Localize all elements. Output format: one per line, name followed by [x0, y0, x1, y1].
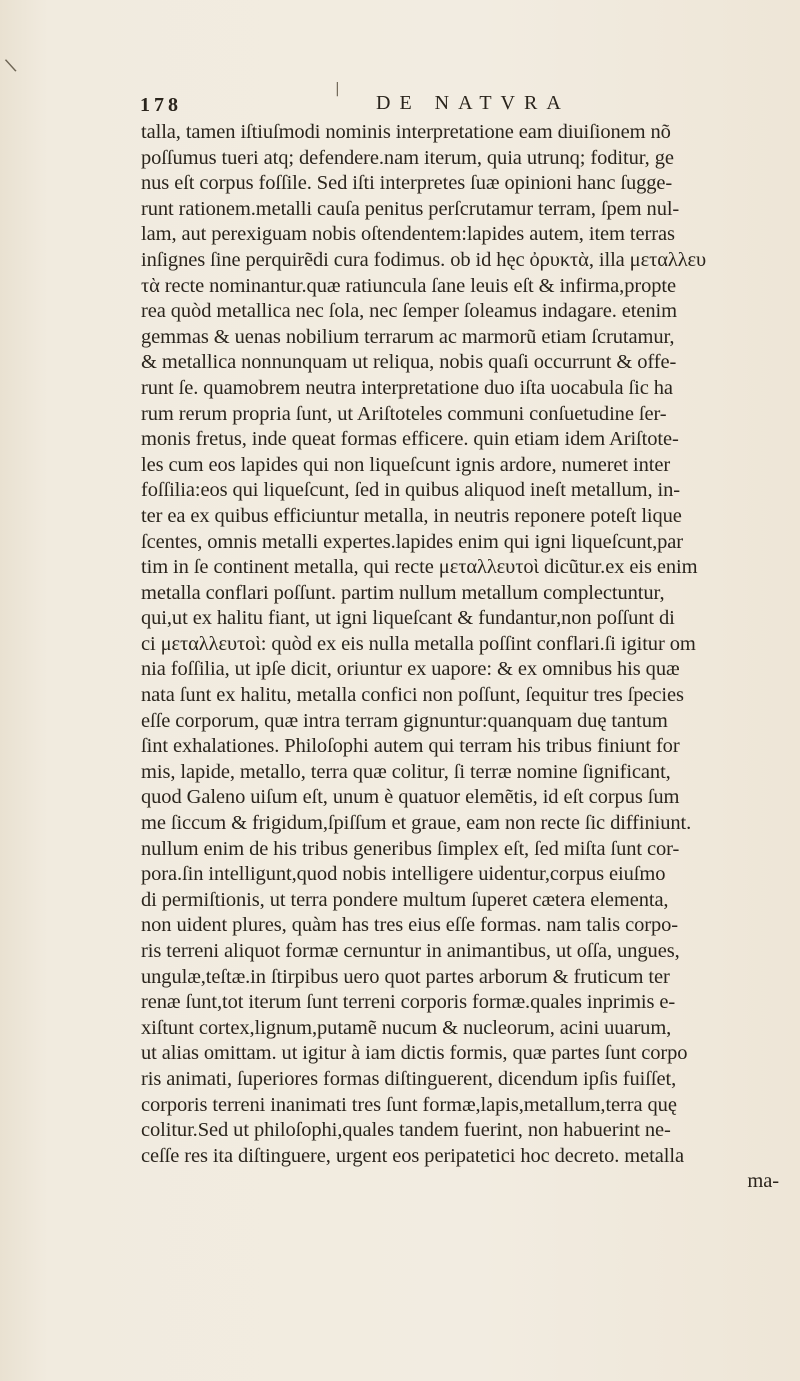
ink-mark: |	[335, 81, 340, 97]
text-line: di permiſtionis, ut terra pondere multum ſuperet cætera elementa,	[141, 888, 669, 911]
text-line: inſignes ſine perquirẽdi cura fodimus. ob id hęc ὀρυκτὰ, illa μεταλλευ	[141, 248, 707, 271]
text-line: qui,ut ex halitu fiant, ut igni liqueſcant & fundantur,non poſſunt di	[141, 607, 675, 630]
text-line: mis, lapide, metallo, terra quæ colitur, ſi terræ nomine ſignificant,	[141, 760, 671, 783]
text-line: renæ ſunt,tot iterum ſunt terreni corporis formæ.quales inprimis e-	[141, 991, 676, 1014]
text-line: poſſumus tueri atq; defendere.nam iterum, quia utrunq; foditur, ge	[141, 146, 674, 169]
text-line: ris animati, ſuperiores formas diſtinguerent, dicendum ipſis fuiſſet,	[141, 1067, 677, 1090]
text-line: non uident plures, quàm has tres eius eſſe formas. nam talis corpo-	[141, 914, 678, 937]
text-line: gemmas & uenas nobilium terrarum ac marmorũ etiam ſcrutamur,	[141, 325, 675, 348]
text-line: eſſe corporum, quæ intra terram gignuntur:quanquam duę tantum	[141, 709, 668, 732]
text-line: quod Galeno uiſum eſt, unum è quatuor elemẽtis, id eſt corpus ſum	[141, 786, 680, 809]
text-line: τὰ recte nominantur.quæ ratiuncula ſane leuis eſt & infirma,propte	[141, 274, 676, 297]
text-line: talla, tamen iſtiuſmodi nominis interpretatione eam diuiſionem nõ	[141, 121, 671, 143]
catchword: ma-	[747, 1170, 779, 1193]
text-line: xiſtunt cortex,lignum,putamẽ nucum & nucleorum, acini uuarum,	[141, 1016, 672, 1039]
text-line: ris terreni aliquot formæ cernuntur in animantibus, ut oſſa, ungues,	[141, 940, 680, 962]
text-line: nullum enim de his tribus generibus ſimplex eſt, ſed miſta ſunt cor-	[141, 837, 680, 860]
text-line: nus eſt corpus foſſile. Sed iſti interpretes ſuæ opinioni hanc ſugge-	[141, 172, 673, 195]
page-number: 178	[140, 94, 182, 116]
body-text	[141, 120, 787, 1195]
text-line: ci μεταλλευτοὶ: quòd ex eis nulla metalla poſſint conflari.ſi igitur om	[141, 632, 696, 655]
text-line: corporis terreni inanimati tres ſunt formæ,lapis,metallum,terra quę	[141, 1093, 677, 1116]
text-line: nata ſunt ex halitu, metalla confici non poſſunt, ſequitur tres ſpecies	[141, 684, 684, 707]
text-line: colitur.Sed ut philoſophi,quales tandem fuerint, non habuerint ne-	[141, 1119, 671, 1142]
text-line: metalla conflari poſſunt. partim nullum metallum complectuntur,	[141, 581, 665, 604]
text-line: ter ea ex quibus efficiuntur metalla, in neutris reponere poteſt lique	[141, 504, 682, 527]
text-line: pora.ſin intelligunt,quod nobis intelligere uidentur,corpus eiuſmo	[141, 863, 666, 886]
text-line: ceſſe res ita diſtinguere, urgent eos peripatetici hoc decreto. metalla	[141, 1144, 684, 1167]
text-line: les cum eos lapides qui non liqueſcunt ignis ardore, numeret inter	[141, 453, 671, 476]
text-line: tim in ſe continent metalla, qui recte μεταλλευτοὶ dicũtur.ex eis enim	[141, 556, 698, 579]
text-line: & metallica nonnunquam ut reliqua, nobis quaſi occurrunt & offe-	[141, 351, 677, 374]
text-line: rea quòd metallica nec ſola, nec ſemper ſoleamus indagare. etenim	[141, 300, 677, 323]
text-line: monis fretus, inde queat formas efficere. quin etiam idem Ariſtote-	[141, 428, 679, 451]
text-line: runt ſe. quamobrem neutra interpretatione duo iſta uocabula ſic ha	[141, 376, 673, 399]
text-line: ſcentes, omnis metalli expertes.lapides enim qui igni liqueſcunt,par	[141, 530, 684, 553]
text-line: nia foſſilia, ut ipſe dicit, oriuntur ex uapore: & ex omnibus his quæ	[141, 658, 680, 681]
margin-mark: \	[3, 54, 19, 77]
text-line: rum rerum propria ſunt, ut Ariſtoteles communi conſuetudine ſer-	[141, 402, 667, 425]
text-line: me ſiccum & frigidum,ſpiſſum et graue, eam non recte ſic diffiniunt.	[141, 812, 692, 835]
text-line: ungulæ,teſtæ.in ſtirpibus uero quot partes arborum & fruticum ter	[141, 965, 670, 988]
text-line: ut alias omittam. ut igitur à iam dictis formis, quæ partes ſunt corpo	[141, 1042, 688, 1065]
text-line: runt rationem.metalli cauſa penitus perſcrutamur terram, ſpem nul-	[141, 197, 680, 220]
text-line: lam, aut perexiguam nobis oſtendentem:lapides autem, item terras	[141, 223, 675, 246]
running-title: DE NATVRA	[376, 92, 570, 114]
text-line: foſſilia:eos qui liqueſcunt, ſed in quibus aliquod ineſt metallum, in-	[141, 479, 681, 502]
page-header	[140, 92, 630, 118]
text-line: ſint exhalationes. Philoſophi autem qui terram his tribus finiunt for	[141, 735, 680, 758]
